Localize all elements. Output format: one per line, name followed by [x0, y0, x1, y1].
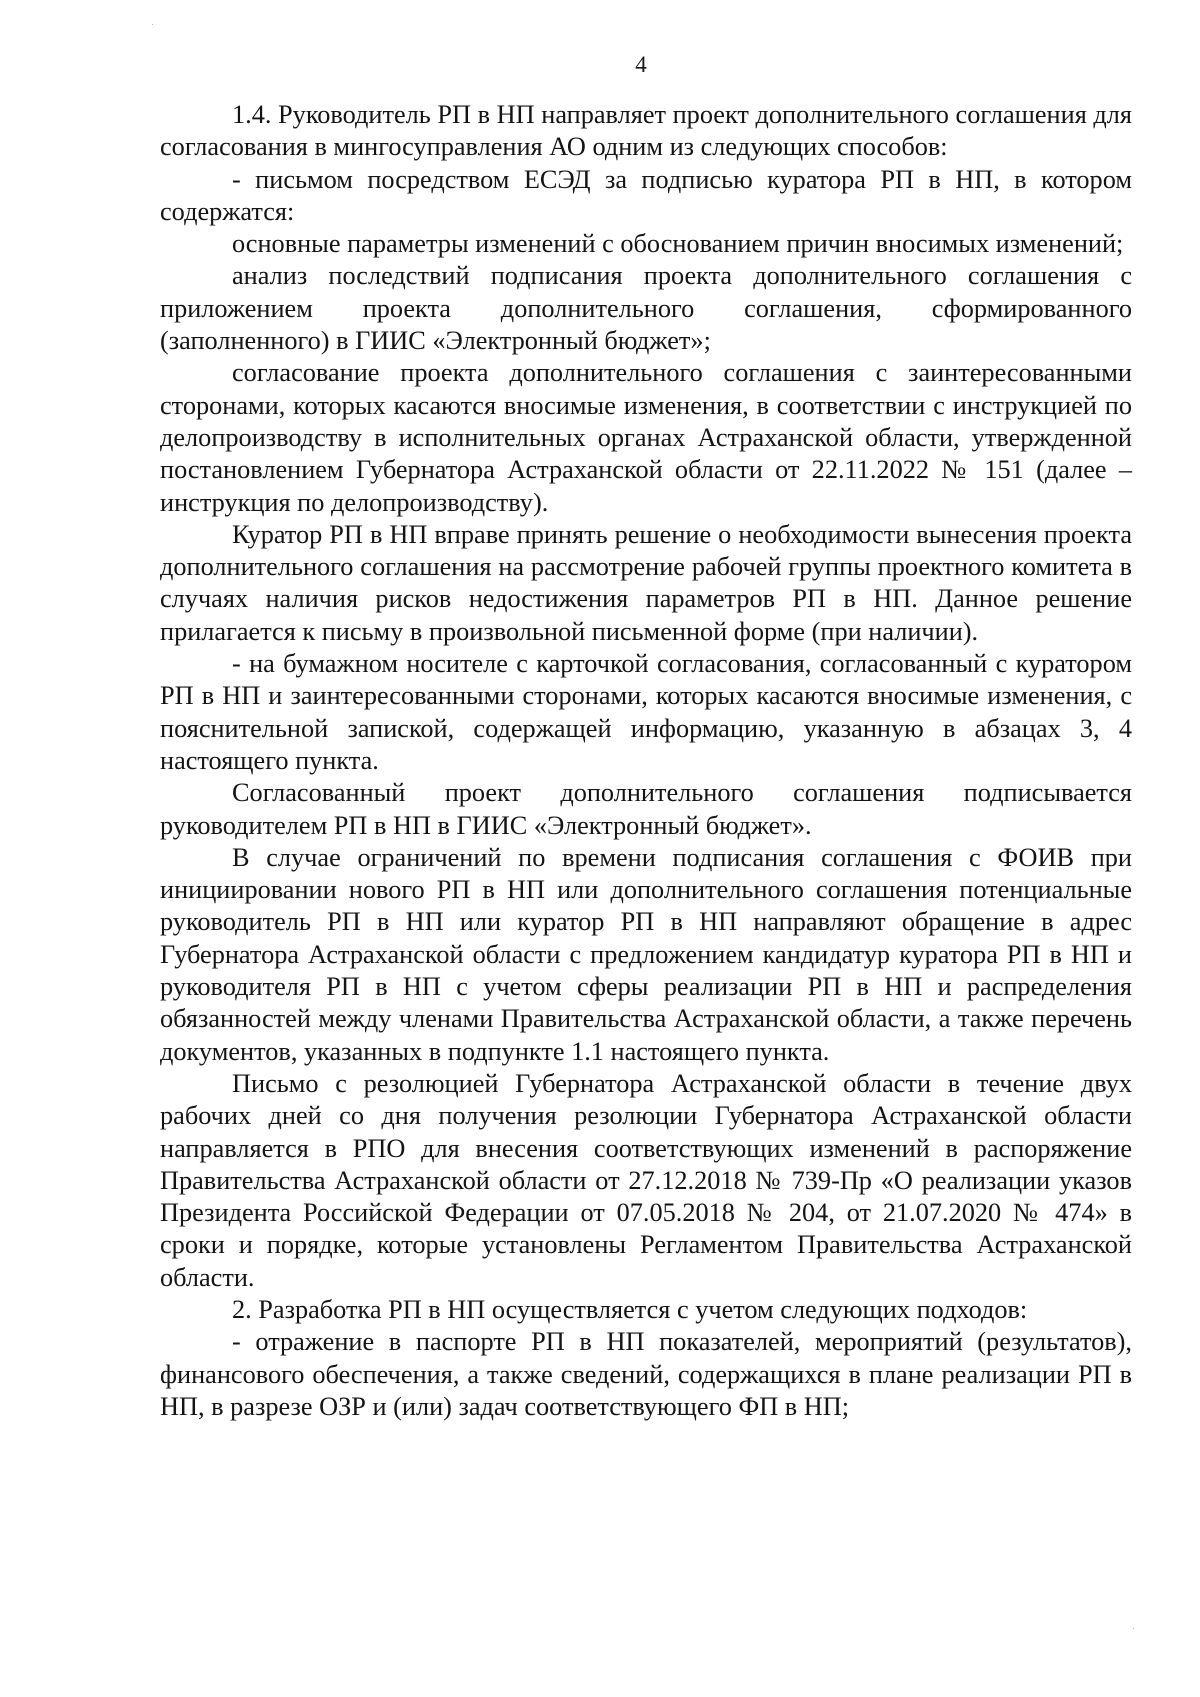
- paragraph: - на бумажном носителе с карточкой согласования, согласованный с куратором РП в НП и заинтересованными сторонами, которых касаются вносимые изменения, с пояснительной запиской, содержащей информацию, указанную в абзацах 3, 4 настоящего пункта.: [160, 649, 1132, 775]
- paragraph: Согласованный проект дополнительного соглашения подписывается руководителем РП в НП в ГИИС «Электронный бюджет».: [160, 778, 1132, 840]
- paragraph: 2. Разработка РП в НП осуществляется с учетом следующих подходов:: [232, 1294, 1028, 1324]
- paragraph: 1.4. Руководитель РП в НП направляет проект дополнительного соглашения для согласования в мингосуправления АО одним из следующих способов:: [160, 100, 1132, 162]
- scan-speck: [152, 24, 153, 25]
- paragraph: В случае ограничений по времени подписания соглашения с ФОИВ при инициировании нового РП в НП или дополнительного соглашения потенциальные руководитель РП в НП или куратор РП в НП направляют обращение в адрес Губернатора Астраханской области с предложением кандидатур куратора РП в НП и руководителя РП в НП с учетом сферы реализации РП в НП и распределения обязанностей между членами Правительства Астраханской области, а также перечень документов, указанных в подпункте 1.1 настоящего пункта.: [160, 842, 1132, 1066]
- scan-speck: [1133, 1628, 1134, 1629]
- paragraph: основные параметры изменений с обоснованием причин вносимых изменений;: [232, 229, 1124, 259]
- document-body: [160, 99, 1132, 1423]
- paragraph: Письмо с резолюцией Губернатора Астраханской области в течение двух рабочих дней со дня получения резолюции Губернатора Астраханской области направляется в РПО для внесения соответствующих изменений в распоряжение Правительства Астраханской области от 27.12.2018 № 739-Пр «О реализации указов Президента Российской Федерации от 07.05.2018 № 204, от 21.07.2020 № 474» в сроки и порядке, которые установлены Регламентом Правительства Астраханской области.: [160, 1068, 1132, 1292]
- page-number: 4: [635, 52, 647, 77]
- paragraph: - письмом посредством ЕСЭД за подписью куратора РП в НП, в котором содержатся:: [160, 164, 1132, 226]
- paragraph: Куратор РП в НП вправе принять решение о необходимости вынесения проекта дополнительного соглашения на рассмотрение рабочей группы проектного комитета в случаях наличия рисков недостижения параметров РП в НП. Данное решение прилагается к письму в произвольной письменной форме (при наличии).: [160, 519, 1132, 646]
- paragraph: анализ последствий подписания проекта дополнительного соглашения с приложением проекта дополнительного соглашения, сформированного (заполненного) в ГИИС «Электронный бюджет»;: [160, 261, 1132, 356]
- paragraph: - отражение в паспорте РП в НП показателей, мероприятий (результатов), финансового обеспечения, а также сведений, содержащихся в плане реализации РП в НП, в разрезе ОЗР и (или) задач соответствующего ФП в НП;: [160, 1327, 1132, 1421]
- paragraph: согласование проекта дополнительного соглашения с заинтересованными сторонами, которых касаются вносимые изменения, в соответствии с инструкцией по делопроизводству в исполнительных органах Астраханской области, утвержденной постановлением Губернатора Астраханской области от 22.11.2022 № 151 (далее – инструкция по делопроизводству).: [160, 358, 1132, 517]
